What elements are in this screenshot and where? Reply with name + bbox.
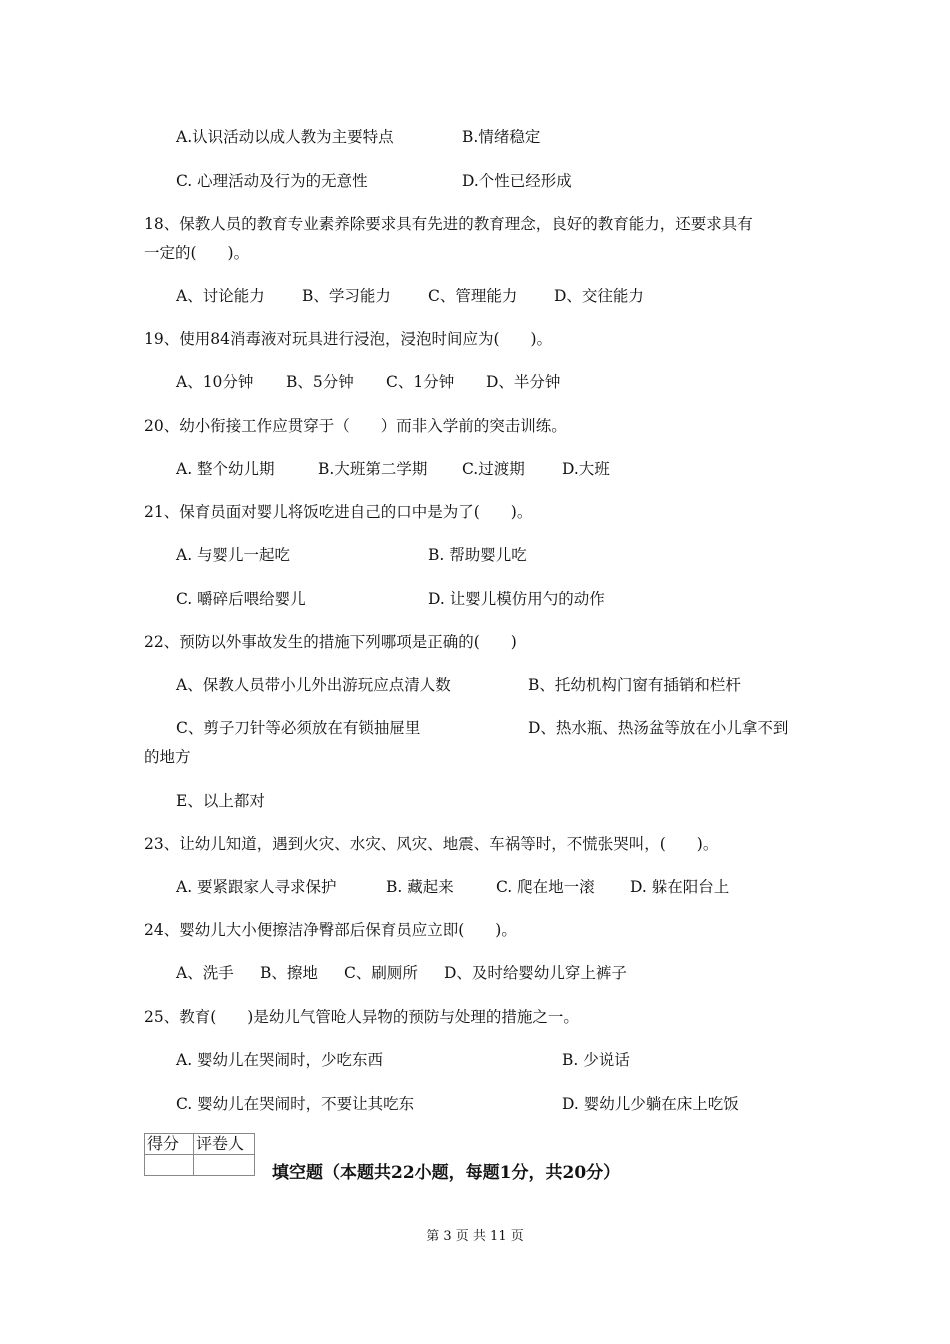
q24-option-d: D、及时给婴幼儿穿上裤子 <box>444 964 627 982</box>
q23-stem: 23、让幼儿知道，遇到火灾、水灾、风灾、地震、车祸等时，不慌张哭叫，( )。 <box>144 835 719 853</box>
q25-option-b: B. 少说话 <box>562 1051 630 1069</box>
score-box <box>144 1133 255 1176</box>
page-footer: 第 3 页 共 11 页 <box>426 1229 524 1244</box>
q17-option-b: B.情绪稳定 <box>462 128 541 146</box>
q17-option-a: A.认识活动以成人教为主要特点 <box>176 128 394 146</box>
q24-option-c: C、刷厕所 <box>344 964 418 982</box>
q22-option-a: A、保教人员带小儿外出游玩应点清人数 <box>176 676 451 694</box>
q20-option-a: A. 整个幼儿期 <box>176 460 275 478</box>
q19-option-d: D、半分钟 <box>486 373 561 391</box>
q21-option-a: A. 与婴儿一起吃 <box>176 546 291 564</box>
q19-option-b: B、5分钟 <box>286 373 354 391</box>
q19-option-a: A、10分钟 <box>176 373 254 391</box>
q20-option-d: D.大班 <box>562 460 610 478</box>
q22-option-d-continued: 的地方 <box>144 748 191 766</box>
q23-option-d: D. 躲在阳台上 <box>630 878 730 896</box>
q21-stem: 21、保育员面对婴儿将饭吃进自己的口中是为了( )。 <box>144 503 533 521</box>
q22-option-c: C、剪子刀针等必须放在有锁抽屉里 <box>176 719 421 737</box>
q22-option-b: B、托幼机构门窗有插销和栏杆 <box>528 676 741 694</box>
q21-option-d: D. 让婴儿模仿用勺的动作 <box>428 590 605 608</box>
q20-option-b: B.大班第二学期 <box>318 460 428 478</box>
q18-option-b: B、学习能力 <box>302 287 391 305</box>
grader-cell[interactable] <box>194 1155 255 1176</box>
q21-option-b: B. 帮助婴儿吃 <box>428 546 527 564</box>
q21-option-c: C. 嚼碎后喂给婴儿 <box>176 590 306 608</box>
q17-option-c: C. 心理活动及行为的无意性 <box>176 172 368 190</box>
q25-stem: 25、教育( )是幼儿气管呛人异物的预防与处理的措施之一。 <box>144 1008 579 1026</box>
q25-option-d: D. 婴幼儿少躺在床上吃饭 <box>562 1095 739 1113</box>
q19-stem: 19、使用84消毒液对玩具进行浸泡，浸泡时间应为( )。 <box>144 330 553 348</box>
q18-option-d: D、交往能力 <box>554 287 644 305</box>
score-cell[interactable] <box>145 1155 194 1176</box>
q22-option-e: E、以上都对 <box>176 792 265 810</box>
section-title: 填空题（本题共22小题，每题1分，共20分） <box>272 1163 621 1183</box>
q18-option-a: A、讨论能力 <box>176 287 265 305</box>
q24-stem: 24、婴幼儿大小便擦洁净臀部后保育员应立即( )。 <box>144 921 517 939</box>
q25-option-c: C. 婴幼儿在哭闹时，不要让其吃东 <box>176 1095 415 1113</box>
q20-stem: 20、幼小衔接工作应贯穿于（ ）而非入学前的突击训练。 <box>144 417 567 435</box>
score-header: 得分 <box>145 1134 194 1155</box>
q23-option-a: A. 要紧跟家人寻求保护 <box>176 878 337 896</box>
q18-option-c: C、管理能力 <box>428 287 518 305</box>
q18-stem-line2: 一定的( )。 <box>144 244 250 262</box>
grader-header: 评卷人 <box>194 1134 255 1155</box>
q23-option-c: C. 爬在地一滚 <box>496 878 595 896</box>
q17-option-d: D.个性已经形成 <box>462 172 572 190</box>
q23-option-b: B. 藏起来 <box>386 878 454 896</box>
q22-option-d: D、热水瓶、热汤盆等放在小儿拿不到 <box>528 719 789 737</box>
q24-option-b: B、擦地 <box>260 964 318 982</box>
q20-option-c: C.过渡期 <box>462 460 525 478</box>
q19-option-c: C、1分钟 <box>386 373 455 391</box>
q22-stem: 22、预防以外事故发生的措施下列哪项是正确的( ) <box>144 633 517 651</box>
q24-option-a: A、洗手 <box>176 964 234 982</box>
q25-option-a: A. 婴幼儿在哭闹时，少吃东西 <box>176 1051 384 1069</box>
q18-stem-line1: 18、保教人员的教育专业素养除要求具有先进的教育理念，良好的教育能力，还要求具有 <box>144 215 753 233</box>
